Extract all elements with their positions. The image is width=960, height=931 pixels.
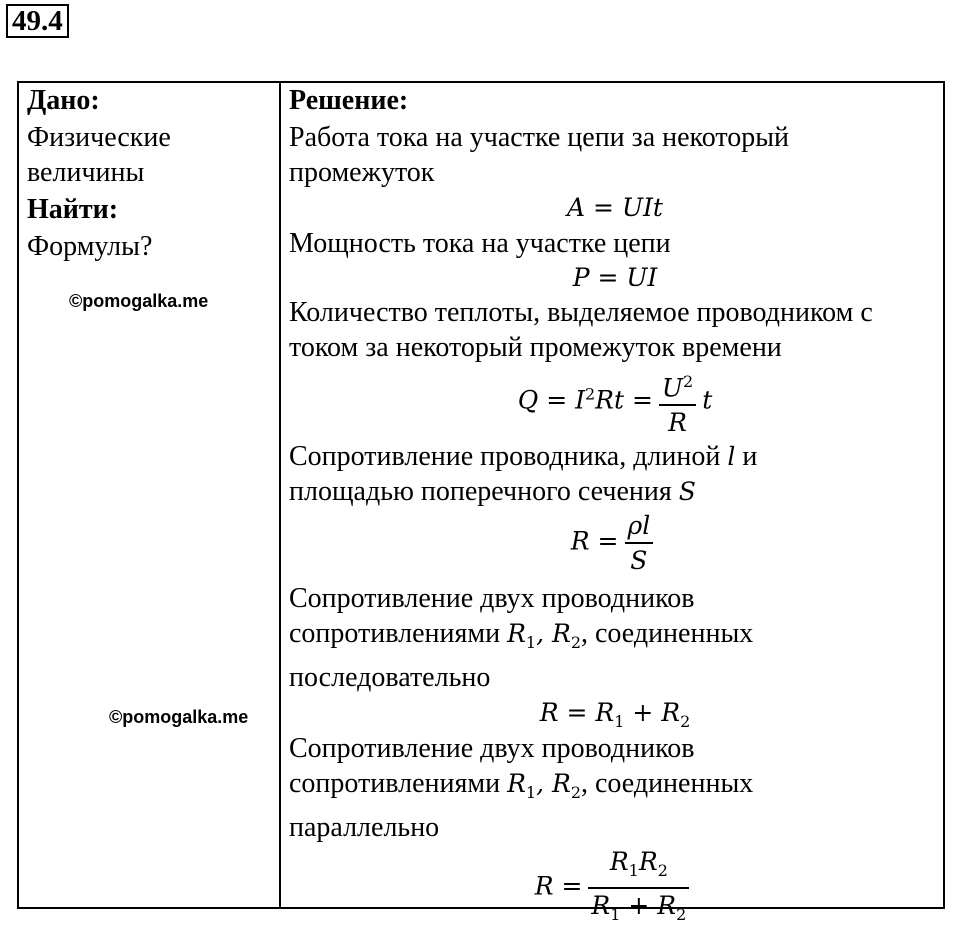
power-formula: P = UI [572, 263, 658, 292]
solution-heading: Решение: [289, 85, 409, 116]
given-text-line1: Физические [27, 122, 171, 153]
work-line2: промежуток [289, 157, 435, 188]
series-line2: сопротивлениями $R_1$, $R_2$, соединенных [289, 618, 754, 652]
problem-number: 49.4 [6, 4, 69, 38]
series-formula: $R = R_1 + R_2$ [539, 698, 691, 731]
resist-line2: площадью поперечного сечения S [289, 476, 696, 507]
series-line3: последовательно [289, 662, 491, 693]
work-formula: A = UIt [567, 193, 663, 222]
solution-column [289, 83, 941, 924]
series-line1: Сопротивление двух проводников [289, 583, 695, 614]
given-text-line2: величины [27, 157, 145, 188]
parallel-line3: параллельно [289, 812, 440, 843]
solution-table [17, 81, 945, 924]
heat-line1: Количество теплоты, выделяемое проводником с [289, 297, 873, 328]
power-line: Мощность тока на участке цепи [289, 228, 671, 259]
work-line1: Работа тока на участке цепи за некоторый [289, 122, 790, 153]
heat-formula: $Q = I^2Rt$ = $\frac{U^2}{R}$ t [289, 365, 941, 439]
given-heading: Дано: [27, 85, 100, 116]
column-divider [279, 83, 281, 907]
resist-line1: Сопротивление проводника, длиной l и [289, 441, 758, 472]
parallel-line1: Сопротивление двух проводников [289, 733, 695, 764]
given-column [27, 83, 272, 264]
watermark-top: ©pomogalka.me [69, 291, 209, 311]
find-heading: Найти: [27, 194, 119, 225]
find-text: Формулы? [27, 231, 153, 262]
watermark-bottom: ©pomogalka.me [109, 707, 249, 727]
heat-line2: током за некоторый промежуток времени [289, 332, 782, 363]
parallel-line2: сопротивлениями $R_1$, $R_2$, соединенных [289, 768, 754, 802]
resist-formula: R = $\frac{\rho l}{S}$ [289, 509, 941, 581]
parallel-formula: R = $\frac{R_1R_2}{R_1 + R_2}$ [289, 845, 941, 917]
